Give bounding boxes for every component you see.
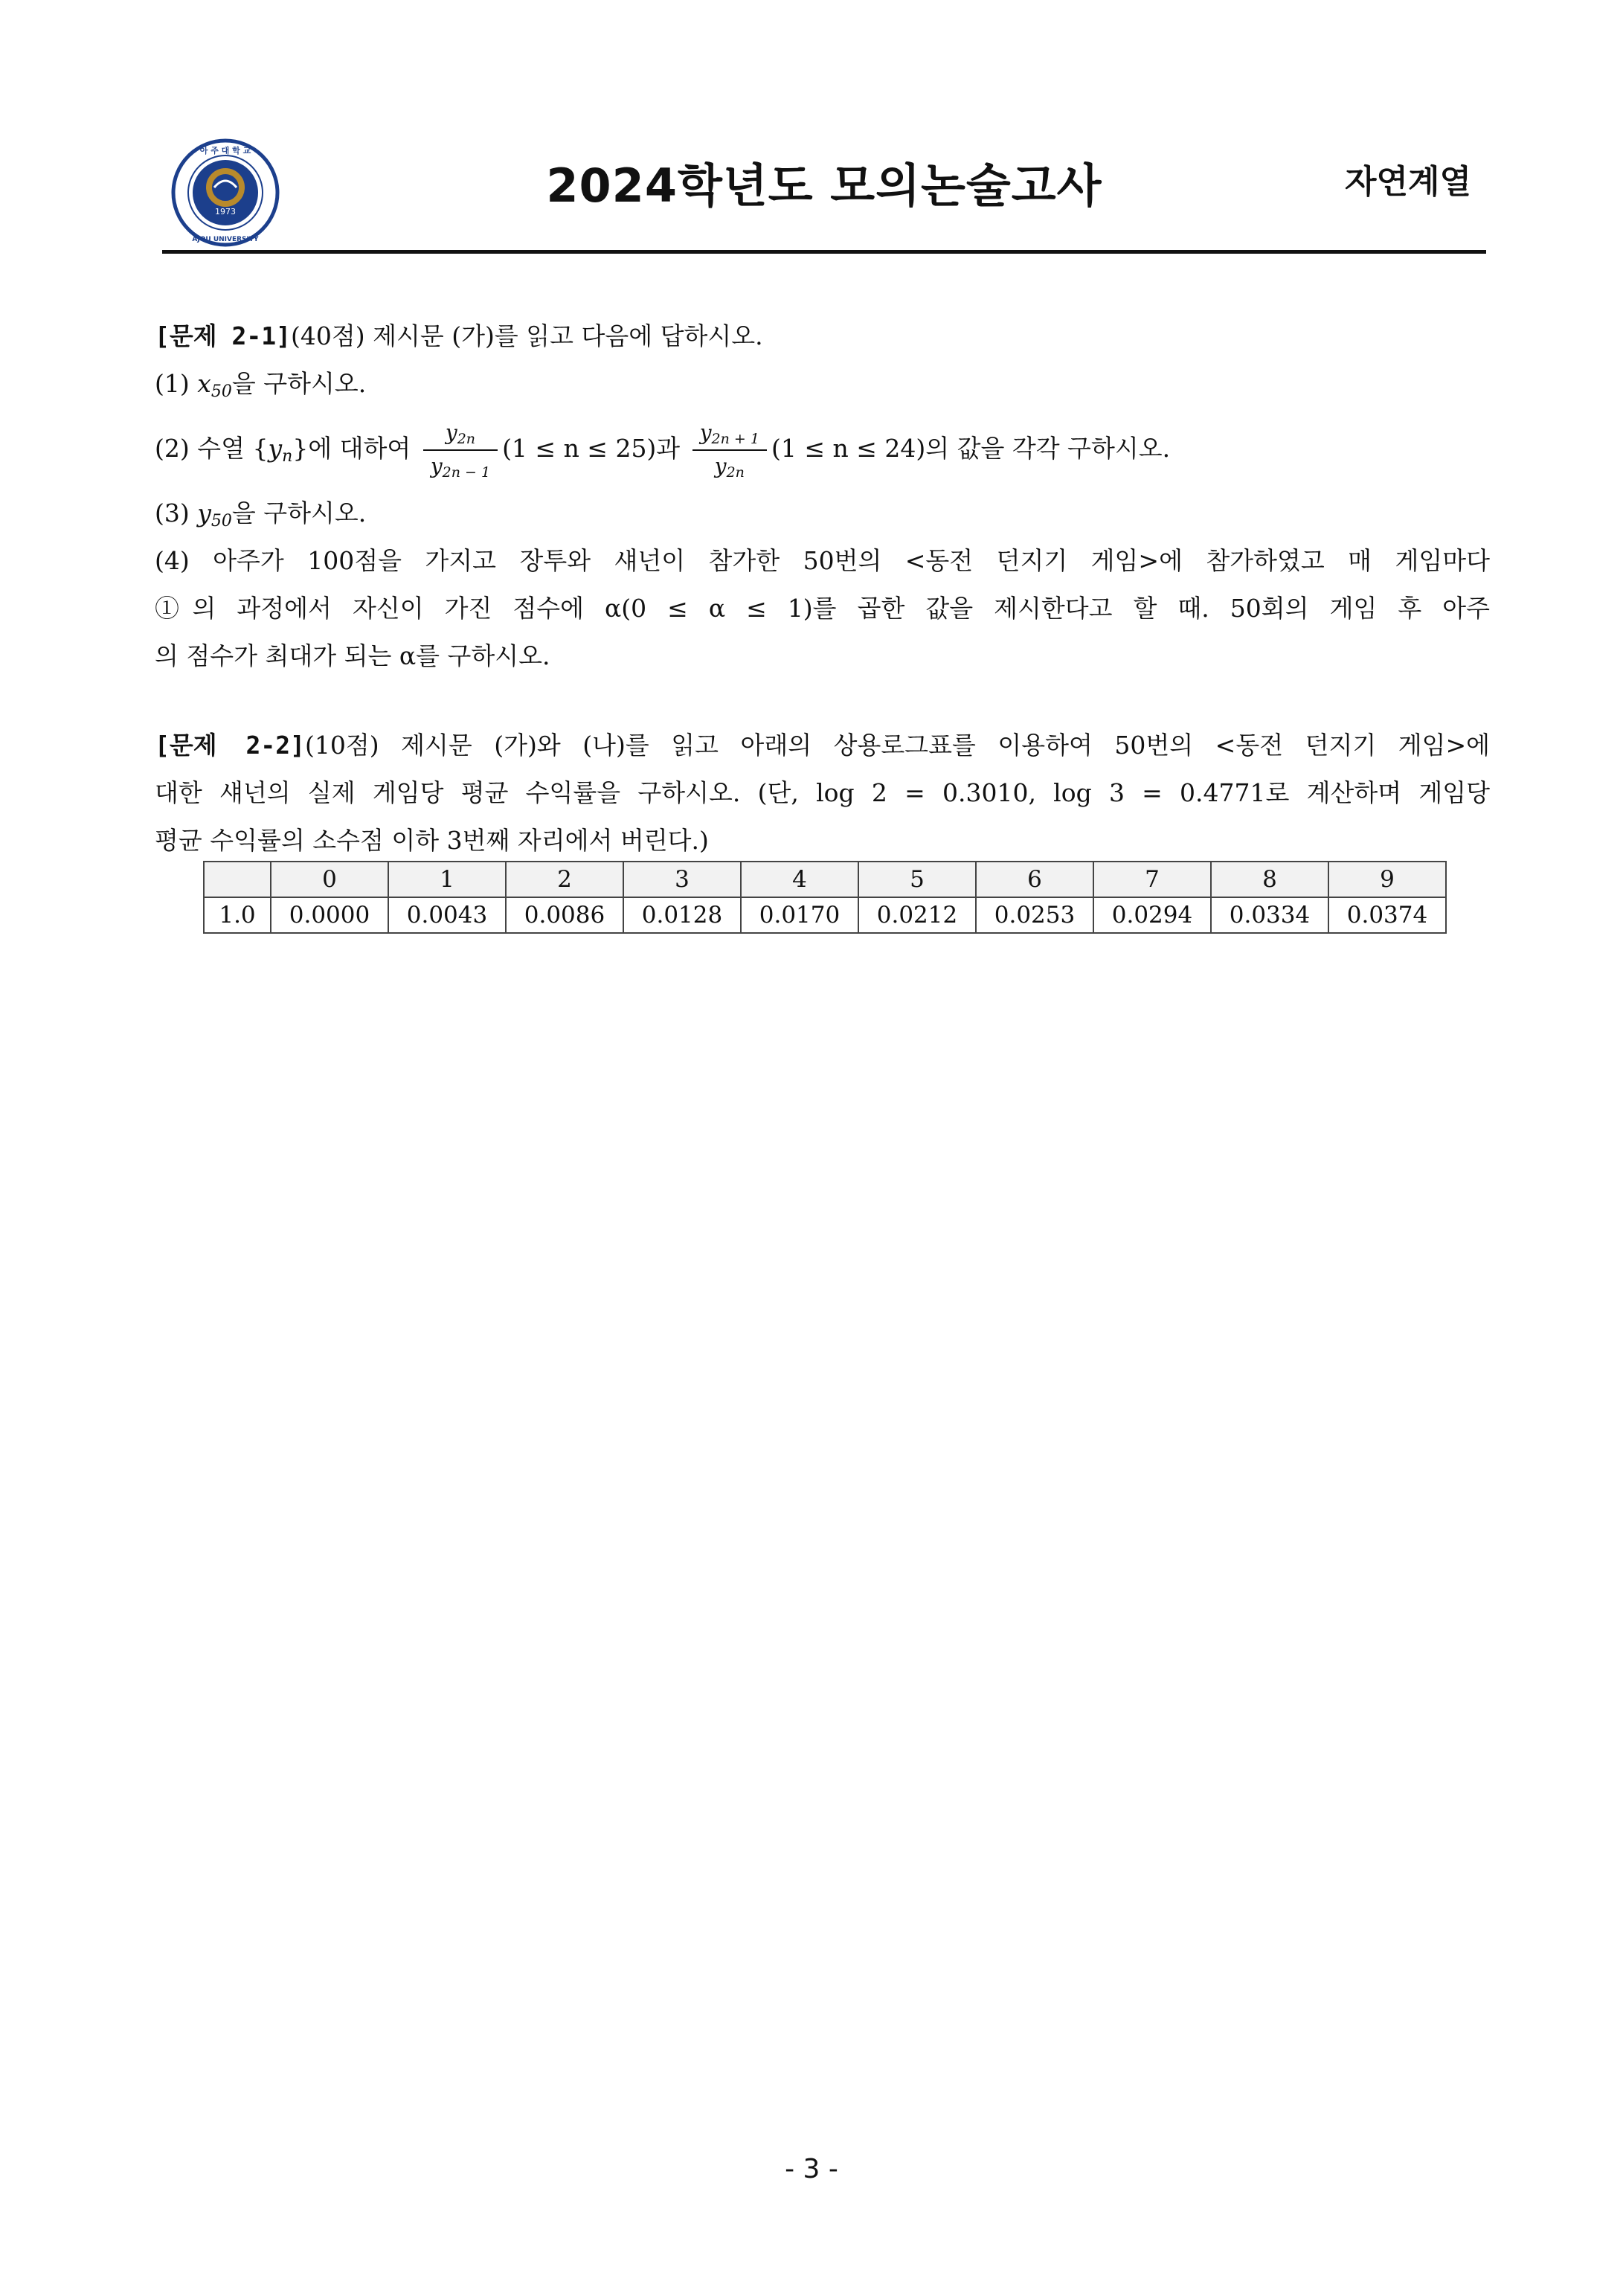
log-table-header: 0	[271, 862, 388, 897]
part1-variable: x	[197, 369, 211, 398]
log-table-header: 5	[858, 862, 976, 897]
log-table-cell: 0.0212	[858, 897, 976, 933]
frac2-denominator-sub: 2n	[726, 464, 745, 481]
header-rule	[162, 250, 1486, 254]
q21-part3	[155, 490, 1490, 537]
part3-variable: y	[197, 498, 211, 527]
log-table-header: 6	[976, 862, 1093, 897]
question-body	[155, 312, 1490, 865]
q21-part4-line1: (4) 아주가 100점을 가지고 장투와 섀넌이 참가한 50번의 <동전 던지기 게임>에 참가하였고 매 게임마다	[155, 546, 1490, 575]
q22-line1	[155, 722, 1490, 769]
log-table-cell: 0.0253	[976, 897, 1093, 933]
fraction-2	[692, 420, 767, 481]
frac1-denominator: y	[430, 454, 443, 478]
q21-part4-line2: ①의 과정에서 자신이 가진 점수에 α(0 ≤ α ≤ 1)를 곱한 값을 제시한다고 할 때. 50회의 게임 후 아주	[155, 594, 1490, 623]
svg-text:아 주 대 학 교: 아 주 대 학 교	[199, 146, 251, 155]
part3-prefix: (3)	[155, 498, 198, 527]
frac1-numerator-sub: 2n	[457, 431, 476, 448]
part2-prefix: (2) 수열 {	[155, 434, 269, 463]
range-1: (1 ≤ n ≤ 25)과	[502, 434, 681, 463]
log-table-cell: 0.0170	[741, 897, 858, 933]
svg-text:AJOU UNIVERSITY: AJOU UNIVERSITY	[192, 236, 259, 243]
log-table-cell: 0.0374	[1328, 897, 1446, 933]
q22-line2: 대한 섀넌의 실제 게임당 평균 수익률을 구하시오. (단, log 2 = 0.3010, log 3 = 0.4771로 계산하며 게임당	[155, 778, 1490, 807]
part1-text: 을 구하시오.	[231, 369, 367, 398]
page-number: - 3 -	[785, 2154, 838, 2184]
q21-part1	[155, 360, 1490, 408]
log-table-header: 2	[506, 862, 623, 897]
log-table-cell: 0.0086	[506, 897, 623, 933]
part1-prefix: (1)	[155, 369, 198, 398]
q21-intro: (40점) 제시문 (가)를 읽고 다음에 답하시오.	[290, 321, 763, 350]
q22-label: [문제 2-2]	[155, 731, 305, 760]
log-table-header: 1	[388, 862, 506, 897]
frac2-denominator: y	[714, 454, 727, 478]
log-table-cell: 0.0043	[388, 897, 506, 933]
common-log-table	[203, 861, 1447, 934]
part3-subscript: 50	[210, 512, 232, 530]
page-header	[162, 132, 1486, 251]
frac1-denominator-sub: 2n − 1	[442, 464, 491, 481]
part1-subscript: 50	[210, 382, 232, 401]
part3-text: 을 구하시오.	[231, 498, 367, 527]
frac2-numerator-sub: 2n + 1	[711, 431, 759, 448]
fraction-1	[423, 420, 498, 481]
log-table-header	[204, 862, 271, 897]
log-table-cell: 1.0	[204, 897, 271, 933]
log-table-header: 9	[1328, 862, 1446, 897]
log-table-header: 8	[1211, 862, 1328, 897]
range-2: (1 ≤ n ≤ 24)의 값을 각각 구하시오.	[771, 434, 1171, 463]
log-table-header: 4	[741, 862, 858, 897]
log-table-header: 3	[623, 862, 741, 897]
frac2-numerator: y	[699, 420, 712, 446]
log-table-cell: 0.0128	[623, 897, 741, 933]
q21-part4-line3: 의 점수가 최대가 되는 α를 구하시오.	[155, 641, 550, 670]
part2-variable: y	[268, 434, 283, 463]
track-label: 자연계열	[1344, 163, 1471, 201]
q21-label: [문제 2-1]	[155, 321, 291, 350]
log-table-cell: 0.0294	[1093, 897, 1211, 933]
q22-line3: 평균 수익률의 소수점 이하 3번째 자리에서 버린다.)	[155, 826, 709, 855]
q21-part2	[155, 408, 1490, 490]
q21-heading	[155, 312, 1490, 360]
log-table-header-row	[204, 862, 1446, 897]
part2-text: }에 대하여	[292, 434, 411, 463]
log-table-header: 7	[1093, 862, 1211, 897]
frac1-numerator: y	[445, 420, 457, 446]
log-table-cell: 0.0000	[271, 897, 388, 933]
svg-text:1973: 1973	[215, 207, 236, 217]
q22-line1-text: (10점) 제시문 (가)와 (나)를 읽고 아래의 상용로그표를 이용하여 50번의 <동전 던지기 게임>에	[304, 731, 1490, 760]
page-title: 2024학년도 모의논술고사	[546, 158, 1102, 213]
part2-subscript: n	[282, 447, 293, 466]
log-table-row	[204, 897, 1446, 933]
log-table-cell: 0.0334	[1211, 897, 1328, 933]
